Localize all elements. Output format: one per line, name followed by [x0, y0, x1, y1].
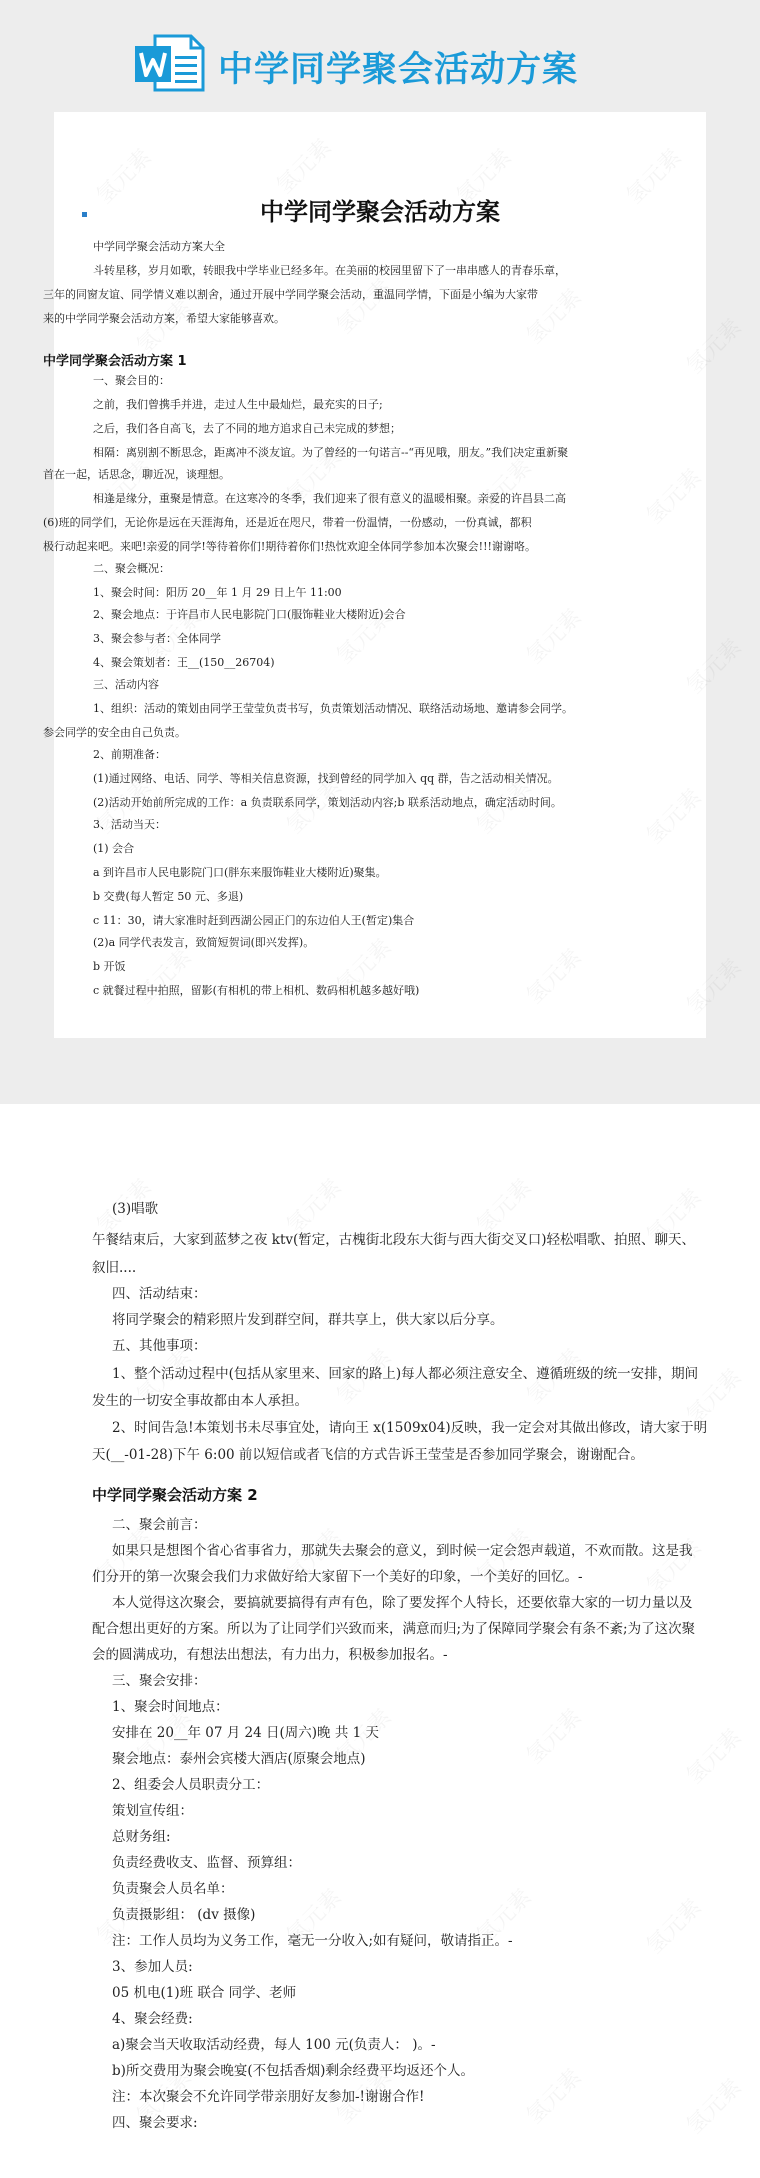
text-line: 二、聚会前言：: [112, 1517, 207, 1533]
document-page-2: [0, 1104, 760, 2178]
text-line: a)聚会当天收取活动经费，每人 100 元(负责人： )。-: [112, 2037, 436, 2053]
text-line: 相逢是缘分，重聚是情意。在这寒冷的冬季，我们迎来了很有意义的温暖相聚。亲爱的许昌县二高: [93, 492, 566, 505]
text-line: (3)唱歌: [112, 1201, 159, 1217]
text-line: 3、聚会参与者：全体同学: [93, 632, 221, 645]
page-header: [0, 0, 760, 112]
text-line: 聚会地点：泰州会宾楼大酒店(原聚会地点): [112, 1751, 366, 1767]
text-line: 2、聚会地点：于许昌市人民电影院门口(服饰鞋业大楼附近)会合: [93, 608, 406, 621]
section-heading: 中学同学聚会活动方案 1: [43, 354, 187, 369]
text-line: 五、其他事项：: [112, 1338, 207, 1354]
text-line: 叙旧....: [92, 1260, 137, 1276]
text-line: 注：工作人员均为义务工作，毫无一分收入;如有疑问，敬请指正。-: [112, 1933, 513, 1949]
text-line: 们分开的第一次聚会我们力求做好给大家留下一个美好的印象，一个美好的回忆。-: [92, 1569, 583, 1585]
text-line: 负责摄影组： (dv 摄像): [112, 1907, 256, 1923]
text-line: 2、前期准备：: [93, 748, 166, 761]
text-line: 总财务组:: [112, 1829, 171, 1845]
text-line: 策划宣传组：: [112, 1803, 193, 1819]
text-line: (6)班的同学们，无论你是远在天涯海角，还是近在咫尺，带着一份温情，一份感动，一份真诚，都积: [43, 516, 532, 529]
text-line: 中学同学聚会活动方案大全: [93, 240, 225, 253]
document-title: 中学同学聚会活动方案: [260, 197, 500, 226]
text-line: 三、活动内容: [93, 678, 159, 691]
text-line: a 到许昌市人民电影院门口(胖东来服饰鞋业大楼附近)聚集。: [93, 866, 387, 879]
text-line: 参会同学的安全由自己负责。: [43, 726, 186, 739]
word-document-icon: [133, 32, 205, 94]
text-line: 发生的一切安全事故都由本人承担。: [92, 1393, 308, 1409]
text-line: 天(__-01-28)下午 6:00 前以短信或者飞信的方式告诉王莹莹是否参加同学聚会，谢谢配合。: [92, 1447, 644, 1463]
text-line: 安排在 20__年 07 月 24 日(周六)晚 共 1 天: [112, 1725, 379, 1741]
document-page-1: [43, 112, 706, 1038]
text-line: b 开饭: [93, 960, 126, 973]
text-line: 三年的同窗友谊、同学情义难以割舍，通过开展中学同学聚会活动，重温同学情，下面是小编为大家带: [43, 288, 538, 301]
text-line: 之前，我们曾携手并进，走过人生中最灿烂，最充实的日子;: [93, 398, 383, 411]
text-line: c 11：30，请大家准时赶到西湖公园正门的东边伯人王(暂定)集合: [93, 914, 415, 927]
text-line: 配合想出更好的方案。所以为了让同学们兴致而来，满意而归;为了保障同学聚会有条不紊;为了这次聚: [92, 1621, 696, 1637]
text-line: 之后，我们各自高飞，去了不同的地方追求自己未完成的梦想；: [93, 422, 401, 435]
text-line: 1、聚会时间地点：: [112, 1699, 229, 1715]
text-line: c 就餐过程中拍照，留影(有相机的带上相机、数码相机越多越好哦): [93, 984, 420, 997]
text-line: 如果只是想图个省心省事省力，那就失去聚会的意义，到时候一定会怨声载道，不欢而散。这是我: [112, 1543, 693, 1559]
page-gap: [0, 1038, 760, 1104]
text-line: 4、聚会经费:: [112, 2011, 193, 2027]
text-line: 2、时间告急!本策划书未尽事宜处，请向王 x(1509x04)反映，我一定会对其做出修改，请大家于明: [112, 1420, 708, 1436]
text-line: 一、聚会目的：: [93, 374, 170, 387]
text-line: 相隔：离别割不断思念，距离冲不淡友谊。为了曾经的一句诺言--“再见哦，朋友。”我们决定重新聚: [93, 446, 569, 459]
text-line: 1、组织：活动的策划由同学王莹莹负责书写，负责策划活动情况、联络活动场地、邀请参会同学。: [93, 702, 573, 715]
text-line: 1、聚会时间：阳历 20__年 1 月 29 日上午 11:00: [93, 586, 342, 599]
text-line: 3、参加人员:: [112, 1959, 193, 1975]
text-line: 3、活动当天：: [93, 818, 166, 831]
text-line: 首在一起，话思念，聊近况，谈理想。: [43, 468, 230, 481]
text-line: (2)活动开始前所完成的工作：a 负责联系同学，策划活动内容;b 联系活动地点，确定活动时间。: [93, 796, 562, 809]
text-line: 注：本次聚会不允许同学带亲朋好友参加-!谢谢合作!: [112, 2089, 425, 2105]
text-line: 来的中学同学聚会活动方案，希望大家能够喜欢。: [43, 312, 285, 325]
section-heading: 中学同学聚会活动方案 2: [92, 1486, 258, 1504]
text-line: b)所交费用为聚会晚宴(不包括香烟)剩余经费平均返还个人。: [112, 2063, 474, 2079]
text-line: 05 机电(1)班 联合 同学、老师: [112, 1985, 297, 2001]
header-title: 中学同学聚会活动方案: [218, 50, 579, 90]
text-line: 斗转星移，岁月如歌，转眼我中学毕业已经多年。在美丽的校园里留下了一串串感人的青春乐章，: [93, 264, 566, 277]
text-line: 四、活动结束：: [112, 1286, 207, 1302]
text-line: (1) 会合: [93, 842, 135, 855]
text-line: 4、聚会策划者：王__(150__26704): [93, 656, 275, 669]
text-line: 负责聚会人员名单：: [112, 1881, 234, 1897]
text-line: (1)通过网络、电话、同学、等相关信息资源，找到曾经的同学加入 qq 群，告之活动相关情况。: [93, 772, 559, 785]
text-line: b 交费(每人暂定 50 元、多退): [93, 890, 244, 903]
text-line: 午餐结束后，大家到蓝梦之夜 ktv(暂定，古槐街北段东大街与西大街交叉口)轻松唱歌、拍照、聊天、: [92, 1232, 696, 1248]
text-line: (2)a 同学代表发言，致简短贺词(即兴发挥)。: [93, 936, 315, 949]
text-line: 负责经费收支、监督、预算组：: [112, 1855, 301, 1871]
text-line: 将同学聚会的精彩照片发到群空间，群共享上，供大家以后分享。: [112, 1312, 504, 1328]
text-line: 二、聚会概况：: [93, 562, 170, 575]
text-line: 四、聚会要求:: [112, 2115, 198, 2131]
text-line: 极行动起来吧。来吧!亲爱的同学!等待着你们!期待着你们!热忱欢迎全体同学参加本次聚会!!!谢谢咯。: [43, 540, 536, 553]
text-line: 会的圆满成功，有想法出想法，有力出力，积极参加报名。-: [92, 1647, 448, 1663]
text-line: 1、整个活动过程中(包括从家里来、回家的路上)每人都必须注意安全、遵循班级的统一安排，期间: [112, 1366, 699, 1382]
corner-mark: [82, 212, 87, 217]
text-line: 本人觉得这次聚会，要搞就要搞得有声有色，除了要发挥个人特长，还要依靠大家的一切力量以及: [112, 1595, 693, 1611]
text-line: 三、聚会安排：: [112, 1673, 207, 1689]
text-line: 2、组委会人员职责分工：: [112, 1777, 270, 1793]
